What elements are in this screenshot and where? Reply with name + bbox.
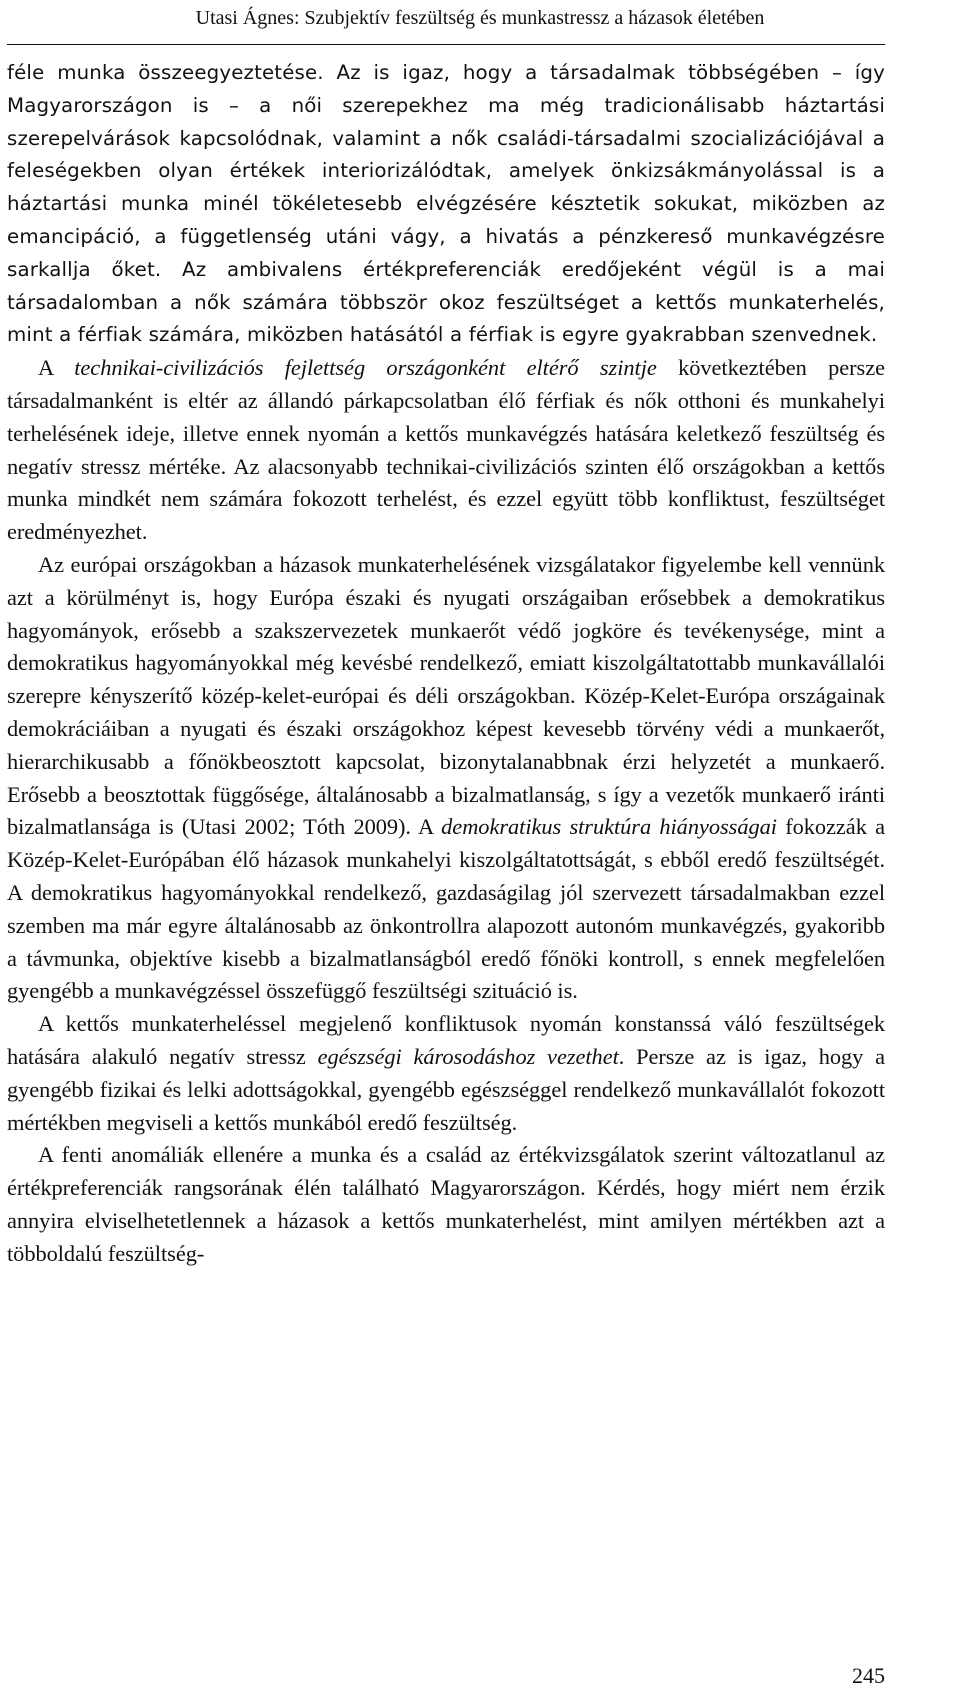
paragraph-3-text-b: fokozzák a Közép-Kelet-Európában élő házasok munkahelyi kiszolgáltatottságát, s ebből eredő feszültségét. A demokratikus hagyományokkal rendelkező, gazdaságilag jól szervezett társadalmakban ezzel szemben ma már egyre általánosabb az önkontrollra alapozott autonóm munkavégzés, gyakoribb a távmunka, objektíve kisebb a bizalmatlanságból eredő főnöki kontroll, s ennek megfelelően gyengébb a munkavégzéssel összefüggő feszültségi szituáció is. — [7, 814, 885, 1004]
paragraph-1 — [7, 57, 885, 352]
paragraph-2 — [7, 352, 885, 549]
paragraph-3-emphasis: demokratikus struktúra hiányosságai — [441, 814, 777, 840]
paragraph-1-text: féle munka összeegyeztetése. Az is igaz, hogy a társadalmak többségében – így Magyarországon is – a női szerepekhez ma még tradicionálisabb háztartási szerepelvárások kapcsolódnak, valamint a nők családi-társadalmi szocializációjával a feleségekben olyan értékek interiorizálódtak, amelyek önkizsákmányolással is a háztartási munka minél tökéletesebb elvégzésére késztetik sokukat, miközben az emancipáció, a függetlenség utáni vágy, a hivatás a pénzkereső munkavégzésre sarkallja őket. Az ambivalens értékpreferenciák eredőjeként végül is a mai társadalomban a nők számára többször okoz feszültséget a kettős munkaterhelés, mint a férfiak számára, miközben hatásától a férfiak is egyre gyakrabban szenvednek. — [7, 61, 885, 347]
body-text — [7, 57, 885, 1270]
paragraph-2-text-b: következtében persze társadalmanként is eltér az állandó párkapcsolatban élő férfiak és nők otthoni és munkahelyi terhelésének ideje, illetve ennek nyomán a kettős munkavégzés hatására keletkező feszültség és negatív stressz mértéke. Az alacsonyabb technikai-civilizációs szinten élő országokban a kettős munka mindkét nem számára fokozott terhelést, és ezzel együtt több konfliktust, feszültséget eredményezhet. — [7, 355, 885, 545]
paragraph-3-text-a: Az európai országokban a házasok munkaterhelésének vizsgálatakor figyelembe kell vennünk azt a körülményt is, hogy Európa északi és nyugati országaiban erősebbek a demokratikus hagyományok, erősebb a szakszervezetek munkaerőt védő jogköre és tevékenysége, mint a demokratikus hagyományokkal még kevésbé rendelkező, emiatt kiszolgáltatottabb munkavállalói szerepre kényszerítő közép-kelet-európai és déli országokban. Közép-Kelet-Európa országainak demokráciáiban a nyugati és északi országokhoz képest kevesebb törvény védi a munkaerőt, hierarchikusabb a főnökbeosztott kapcsolat, bizonytalanabbnak érzi helyzetét a munkaerő. Erősebb a beosztottak függősége, általánosabb a bizalmatlanság, s így a vezetők munkaerő iránti bizalmatlansága is (Utasi 2002; Tóth 2009). A — [7, 551, 885, 840]
paragraph-4-emphasis: egészségi károsodáshoz vezethet — [317, 1043, 619, 1069]
paragraph-2-text-a: A — [38, 355, 75, 381]
paragraph-2-emphasis: technikai-civilizációs fejlettség országonként eltérő szintje — [74, 355, 657, 381]
header-rule — [7, 44, 885, 45]
paragraph-4-text-a: A kettős munkaterheléssel megjelenő konfliktusok nyomán konstanssá váló feszültségek hatására alakuló negatív stressz — [7, 1011, 885, 1069]
paragraph-4-text-b: . Persze az is igaz, hogy a gyengébb fizikai és lelki adottságokkal, gyengébb egészséggel rendelkező munkavállalót fokozott mértékben megviseli a kettős munkából eredő feszültség. — [7, 1043, 885, 1135]
paragraph-5-text: A fenti anomáliák ellenére a munka és a család az értékvizsgálatok szerint változatlanul az értékpreferenciák rangsorának élén található Magyarországon. Kérdés, hogy miért nem érzik annyira elviselhetetlennek a házasok a kettős munkaterhelést, mint amilyen mértékben azt a többoldalú feszültség- — [7, 1142, 885, 1266]
running-header: Utasi Ágnes: Szubjektív feszültség és munkastressz a házasok életében — [195, 7, 765, 29]
page-number: 245 — [852, 1663, 885, 1688]
paragraph-4 — [7, 1008, 885, 1139]
paragraph-3 — [7, 549, 885, 1008]
paragraph-5 — [7, 1139, 885, 1270]
